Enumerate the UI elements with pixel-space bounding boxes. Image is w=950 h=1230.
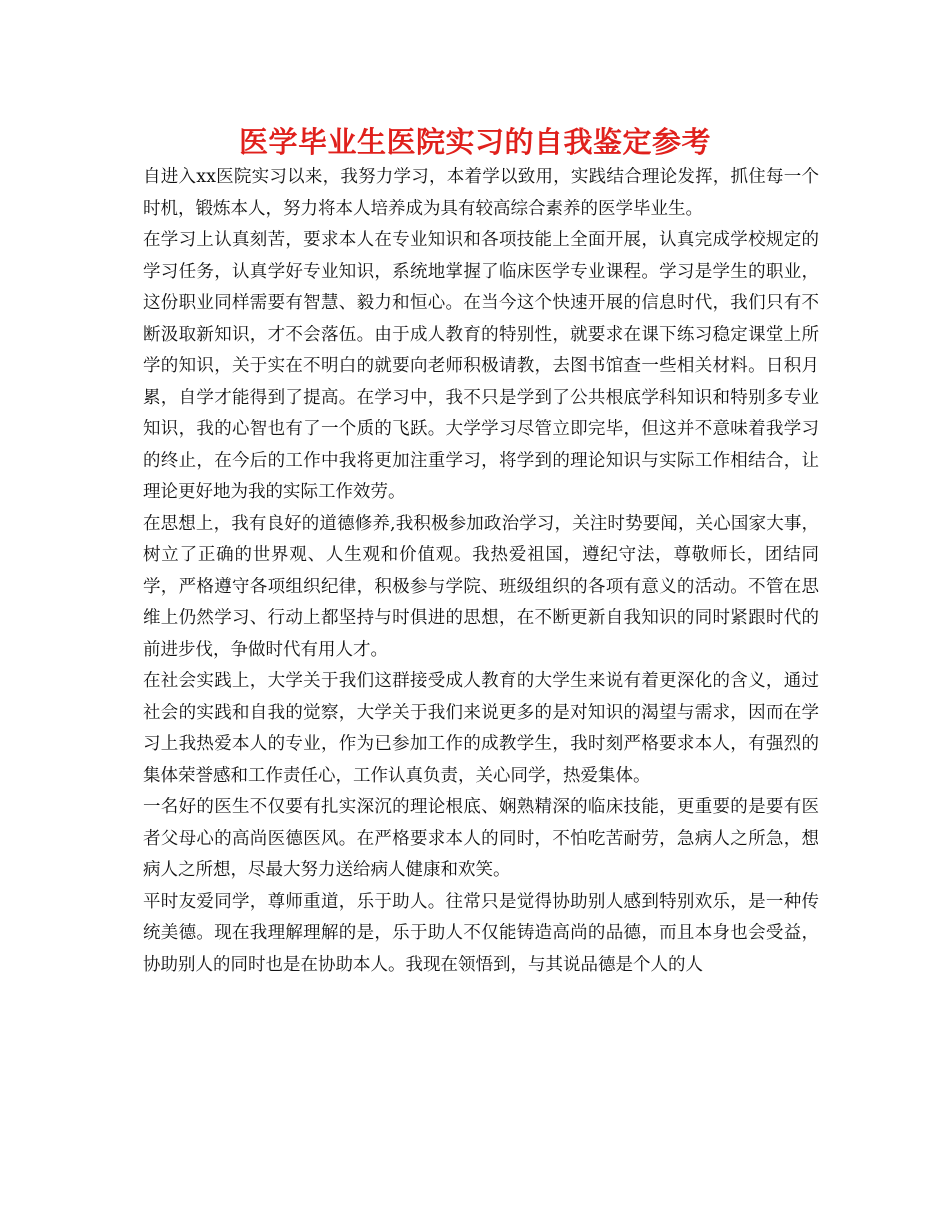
paragraph: 在学习上认真刻苦，要求本人在专业知识和各项技能上全面开展，认真完成学校规定的学习任务，认真学好专业知识，系统地掌握了临床医学专业课程。学习是学生的职业，这份职业同样需要有智慧、毅力和恒心。在当今这个快速开展的信息时代，我们只有不断汲取新知识，才不会落伍。由于成人教育的特别性，就要求在课下练习稳定课堂上所学的知识，关于实在不明白的就要向老师积极请教，去图书馆查一些相关材料。日积月累，自学才能得到了提高。在学习中，我不只是学到了公共根底学科知识和特别多专业知识，我的心智也有了一个质的飞跃。大学学习尽管立即完毕，但这并不意味着我学习的终止，在今后的工作中我将更加注重学习，将学到的理论知识与实际工作相结合，让理论更好地为我的实际工作效劳。 (143, 230, 819, 502)
document-body (143, 162, 819, 981)
document-title: 医学毕业生医院实习的自我鉴定参考 (238, 125, 711, 159)
paragraph: 在社会实践上，大学关于我们这群接受成人教育的大学生来说有着更深化的含义，通过社会的实践和自我的觉察，大学关于我们来说更多的是对知识的渴望与需求，因而在学习上我热爱本人的专业，作为已参加工作的成教学生，我时刻严格要求本人，有强烈的集体荣誉感和工作责任心，工作认真负责，关心同学，热爱集体。 (143, 671, 819, 786)
paragraph: 在思想上，我有良好的道德修养,我积极参加政治学习，关注时势要闻，关心国家大事，树立了正确的世界观、人生观和价值观。我热爱祖国，遵纪守法，尊敬师长，团结同学，严格遵守各项组织纪律，积极参与学院、班级组织的各项有意义的活动。不管在思维上仍然学习、行动上都坚持与时俱进的思想，在不断更新自我知识的同时紧跟时代的前进步伐，争做时代有用人才。 (143, 513, 819, 660)
paragraph: 一名好的医生不仅要有扎实深沉的理论根底、娴熟精深的临床技能，更重要的是要有医者父母心的高尚医德医风。在严格要求本人的同时，不怕吃苦耐劳，急病人之所急，想病人之所想，尽最大努力送给病人健康和欢笑。 (143, 797, 819, 880)
paragraph: 自进入xx医院实习以来，我努力学习，本着学以致用，实践结合理论发挥，抓住每一个时机，锻炼本人，努力将本人培养成为具有较高综合素养的医学毕业生。 (143, 167, 819, 219)
paragraph: 平时友爱同学，尊师重道，乐于助人。往常只是觉得协助别人感到特别欢乐，是一种传统美德。现在我理解理解的是，乐于助人不仅能铸造高尚的品德，而且本身也会受益，协助别人的同时也是在协助本人。我现在领悟到，与其说品德是个人的人 (143, 891, 819, 975)
